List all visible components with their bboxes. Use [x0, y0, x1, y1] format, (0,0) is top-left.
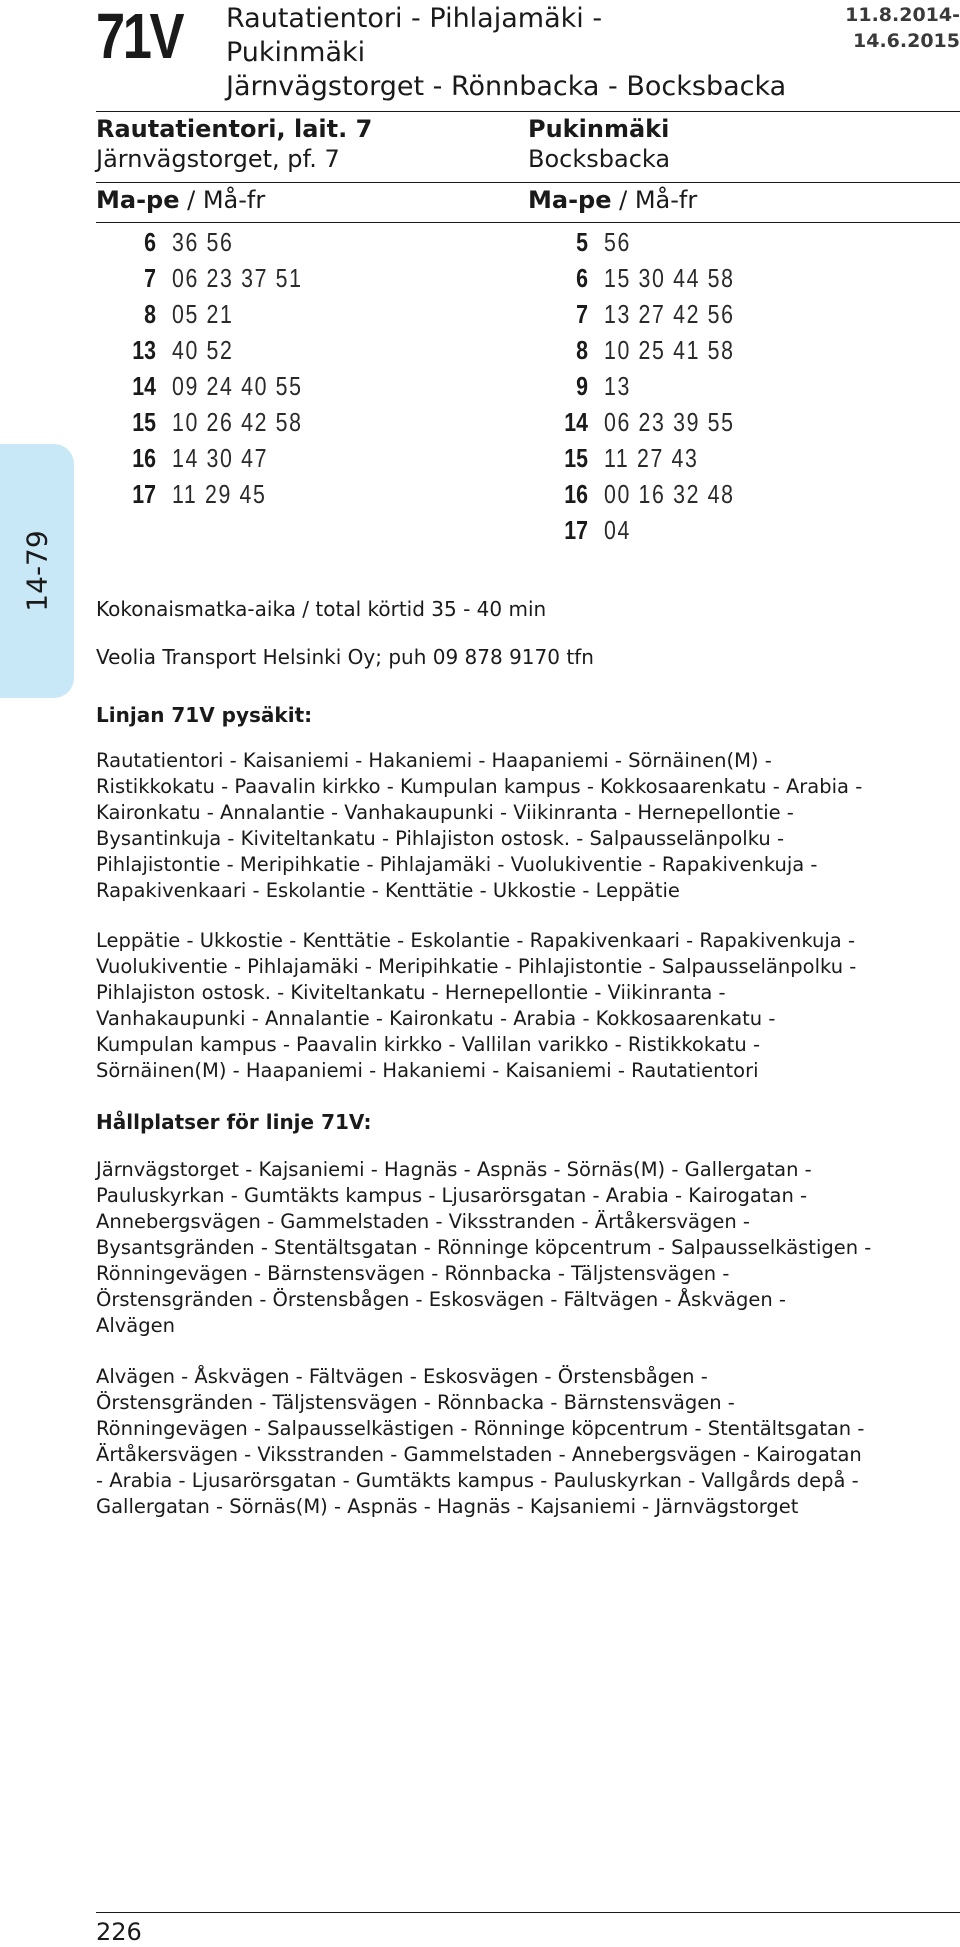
timetable-row: [528, 260, 763, 296]
right-days-fi: Ma-pe: [528, 186, 612, 214]
timetable-hour: 13: [132, 334, 156, 365]
route-title-line: Pukinmäki: [226, 37, 366, 68]
stops-line: Pauluskyrkan - Gumtäkts kampus - Ljusarörsgatan - Arabia - Kairogatan -: [96, 1184, 808, 1207]
stops-line: Bysantinkuja - Kiviteltankatu - Pihlajiston ostosk. - Salpausselänpolku -: [96, 827, 785, 850]
timetable-minutes: 36 56: [172, 226, 234, 257]
route-title-line: Rautatientori - Pihlajamäki -: [226, 3, 603, 34]
header-divider: [96, 111, 960, 112]
timetable-hour: 8: [144, 298, 156, 329]
timetable-row: [96, 368, 331, 404]
stops-line: Rönningevägen - Salpausselkästigen - Rönninge köpcentrum - Stentältsgatan -: [96, 1417, 865, 1440]
stops-line: Örstensgränden - Örstensbågen - Eskosvägen - Fältvägen - Åskvägen -: [96, 1288, 786, 1311]
timetable-minutes: 56: [604, 226, 631, 257]
right-stop-sv: Bocksbacka: [528, 145, 671, 173]
timetable-hour: 17: [564, 514, 588, 545]
stops-sv-inbound: [96, 1364, 960, 1520]
timetable-minutes: 06 23 39 55: [604, 406, 735, 437]
stops-line: Ristikkokatu - Paavalin kirkko - Kumpulan kampus - Kokkosaarenkatu - Arabia -: [96, 775, 863, 798]
stops-line: Örstensgränden - Täljstensvägen - Rönnbacka - Bärnstensvägen -: [96, 1391, 735, 1414]
timetable-minutes: 10 25 41 58: [604, 334, 735, 365]
stops-line: Ärtåkersvägen - Viksstranden - Gammelstaden - Annebergsvägen - Kairogatan: [96, 1443, 862, 1466]
left-days-separator: /: [179, 186, 203, 214]
timetable-minutes: 06 23 37 51: [172, 262, 303, 293]
stops-sv-title: Hållplatser för linje 71V:: [96, 1110, 372, 1134]
timetable-hour: 8: [576, 334, 588, 365]
timetable-row: [528, 368, 763, 404]
timetable-row: [528, 224, 763, 260]
timetable-hour: 17: [132, 478, 156, 509]
timetable-minutes: 10 26 42 58: [172, 406, 303, 437]
right-timetable: [528, 224, 763, 548]
timetable-minutes: 14 30 47: [172, 442, 269, 473]
side-tab-label: 14-79: [20, 530, 54, 612]
right-days-label: [528, 184, 697, 216]
total-travel-time: Kokonaismatka-aika / total körtid 35 - 40 min: [96, 597, 547, 621]
timetable-hour: 14: [564, 406, 588, 437]
timetable-hour: 5: [576, 226, 588, 257]
stops-line: Järnvägstorget - Kajsaniemi - Hagnäs - Aspnäs - Sörnäs(M) - Gallergatan -: [96, 1158, 812, 1181]
right-stop-heading: [528, 114, 670, 174]
timetable-minutes: 00 16 32 48: [604, 478, 735, 509]
right-stop-fi: Pukinmäki: [528, 115, 670, 143]
route-title-line: Järnvägstorget - Rönnbacka - Bocksbacka: [226, 71, 787, 102]
left-stop-heading: [96, 114, 372, 174]
timetable-hour: 6: [576, 262, 588, 293]
stops-line: Rapakivenkaari - Eskolantie - Kenttätie - Ukkostie - Leppätie: [96, 879, 680, 902]
stops-line: - Arabia - Ljusarörsgatan - Gumtäkts kampus - Pauluskyrkan - Vallgårds depå -: [96, 1469, 859, 1492]
page-number: 226: [96, 1918, 142, 1946]
timetable-hour: 7: [144, 262, 156, 293]
line-number: 71V: [96, 0, 182, 72]
validity-period: 11.8.2014-14.6.2015: [845, 4, 960, 52]
timetable-row: [528, 404, 763, 440]
timetable-hour: 15: [564, 442, 588, 473]
timetable-hour: 14: [132, 370, 156, 401]
stops-line: Vuolukiventie - Pihlajamäki - Meripihkatie - Pihlajistontie - Salpausselänpolku -: [96, 955, 857, 978]
left-days-fi: Ma-pe: [96, 186, 180, 214]
timetable-hour: 16: [564, 478, 588, 509]
stops-fi-inbound: [96, 928, 960, 1084]
timetable-minutes: 11 29 45: [172, 478, 267, 509]
timetable-minutes: 13: [604, 370, 631, 401]
timetable-hour: 7: [576, 298, 588, 329]
timetable-row: [96, 404, 331, 440]
timetable-row: [528, 440, 763, 476]
stops-line: Annebergsvägen - Gammelstaden - Viksstranden - Ärtåkersvägen -: [96, 1210, 750, 1233]
right-days-sv: Må-fr: [634, 186, 698, 214]
timetable-hour: 6: [144, 226, 156, 257]
timetable-minutes: 05 21: [172, 298, 234, 329]
timetable-row: [528, 296, 763, 332]
timetable-minutes: 11 27 43: [604, 442, 699, 473]
stops-line: Gallergatan - Sörnäs(M) - Aspnäs - Hagnäs - Kajsaniemi - Järnvägstorget: [96, 1495, 799, 1518]
timetable-row: [96, 296, 331, 332]
stops-sv-outbound: [96, 1157, 960, 1339]
stops-line: Vanhakaupunki - Annalantie - Kaironkatu - Arabia - Kokkosaarenkatu -: [96, 1007, 776, 1030]
footer-divider: [96, 1912, 960, 1913]
timetable-hour: 9: [576, 370, 588, 401]
timetable-row: [528, 332, 763, 368]
timetable-minutes: 13 27 42 56: [604, 298, 735, 329]
timetable-minutes: 15 30 44 58: [604, 262, 735, 293]
stops-line: Pihlajiston ostosk. - Kiviteltankatu - Hernepellontie - Viikinranta -: [96, 981, 726, 1004]
left-timetable: [96, 224, 331, 512]
stops-line: Kaironkatu - Annalantie - Vanhakaupunki - Viikinranta - Hernepellontie -: [96, 801, 794, 824]
stops-fi-outbound: [96, 748, 960, 904]
timetable-divider: [96, 222, 960, 223]
left-stop-sv: Järnvägstorget, pf. 7: [96, 145, 340, 173]
stops-line: Sörnäinen(M) - Haapaniemi - Hakaniemi - Kaisaniemi - Rautatientori: [96, 1059, 759, 1082]
timetable-minutes: 09 24 40 55: [172, 370, 303, 401]
timetable-row: [528, 476, 763, 512]
stops-line: Pihlajistontie - Meripihkatie - Pihlajamäki - Vuolukiventie - Rapakivenkuja -: [96, 853, 818, 876]
left-days-label: [96, 184, 265, 216]
timetable-row: [528, 512, 763, 548]
stops-line: Bysantsgränden - Stentältsgatan - Rönninge köpcentrum - Salpausselkästigen -: [96, 1236, 872, 1259]
left-days-sv: Må-fr: [202, 186, 266, 214]
timetable-hour: 16: [132, 442, 156, 473]
stops-line: Rönningevägen - Bärnstensvägen - Rönnbacka - Täljstensvägen -: [96, 1262, 730, 1285]
timetable-row: [96, 332, 331, 368]
right-days-separator: /: [611, 186, 635, 214]
stops-line: Alvägen - Åskvägen - Fältvägen - Eskosvägen - Örstensbågen -: [96, 1365, 708, 1388]
operator-info: Veolia Transport Helsinki Oy; puh 09 878 9170 tfn: [96, 645, 594, 669]
stops-line: Kumpulan kampus - Paavalin kirkko - Vallilan varikko - Ristikkokatu -: [96, 1033, 760, 1056]
timetable-row: [96, 476, 331, 512]
timetable-row: [96, 260, 331, 296]
timetable-row: [96, 440, 331, 476]
days-divider: [96, 182, 960, 183]
left-stop-fi: Rautatientori, lait. 7: [96, 115, 373, 143]
stops-line: Rautatientori - Kaisaniemi - Hakaniemi - Haapaniemi - Sörnäinen(M) -: [96, 749, 772, 772]
route-title: [226, 2, 786, 104]
timetable-minutes: 40 52: [172, 334, 234, 365]
stops-line: Alvägen: [96, 1314, 175, 1337]
stops-fi-title: Linjan 71V pysäkit:: [96, 703, 313, 727]
timetable-row: [96, 224, 331, 260]
stops-line: Leppätie - Ukkostie - Kenttätie - Eskolantie - Rapakivenkaari - Rapakivenkuja -: [96, 929, 855, 952]
side-tab: [0, 444, 74, 698]
timetable-hour: 15: [132, 406, 156, 437]
timetable-minutes: 04: [604, 514, 631, 545]
